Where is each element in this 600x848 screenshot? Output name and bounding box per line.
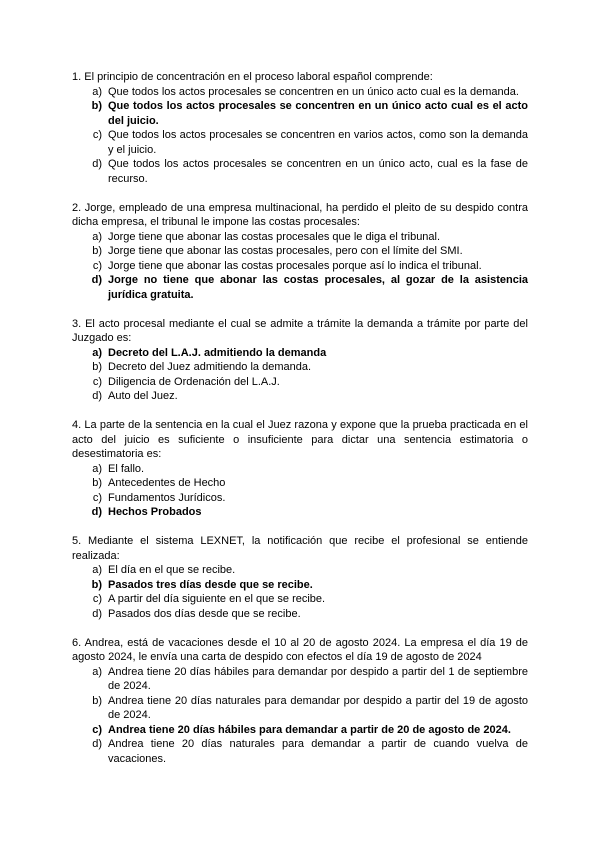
- option-letter: c): [92, 259, 102, 272]
- option-letter: b): [91, 100, 102, 112]
- option-text: Diligencia de Ordenación del L.A.J.: [108, 375, 280, 388]
- option-letter: d): [92, 607, 102, 620]
- option-letter: a): [92, 230, 102, 243]
- question-6: [72, 636, 528, 767]
- option-text: Andrea tiene 20 días hábiles para demandar por despido a partir del 1 de septiembre de 2024.: [108, 665, 528, 692]
- question-text: 4. La parte de la sentencia en la cual el Juez razona y expone que la prueba practicada en el acto del juicio es suficiente o insuficiente para dictar una sentencia estimatoria o desestimatoria es:: [72, 419, 528, 460]
- option-letter: d): [92, 158, 102, 170]
- option-c: [72, 592, 528, 607]
- option-d: [72, 607, 528, 622]
- option-text: Pasados dos días desde que se recibe.: [108, 607, 301, 620]
- option-text: Jorge tiene que abonar las costas procesales, pero con el límite del SMI.: [108, 245, 463, 257]
- question-text: 1. El principio de concentración en el proceso laboral español comprende:: [72, 71, 433, 83]
- option-letter: d): [91, 506, 102, 518]
- option-letter: b): [92, 245, 102, 257]
- option-letter: d): [91, 274, 102, 286]
- option-b: [72, 694, 528, 723]
- option-text: Hechos Probados: [108, 506, 202, 518]
- option-a: [72, 665, 528, 694]
- option-text: El fallo.: [108, 462, 145, 475]
- option-letter: b): [92, 477, 102, 489]
- option-text: Pasados tres días desde que se recibe.: [108, 578, 313, 591]
- option-c: [72, 491, 528, 506]
- question-text: 2. Jorge, empleado de una empresa multinacional, ha perdido el pleito de su despido contra dicha empresa, el tribunal le impone las costas procesales:: [72, 201, 528, 228]
- option-text: Que todos los actos procesales se concentren en un único acto, cual es la fase de recurso.: [108, 158, 528, 185]
- option-letter: c): [92, 593, 102, 605]
- option-d: [72, 389, 528, 404]
- option-letter: b): [91, 578, 102, 591]
- option-letter: c): [92, 723, 102, 736]
- option-d: [72, 505, 528, 520]
- option-text: Andrea tiene 20 días hábiles para demandar a partir de 20 de agosto de 2024.: [108, 723, 511, 736]
- option-text: Jorge tiene que abonar las costas procesales que le diga el tribunal.: [108, 230, 441, 243]
- options-list: [72, 462, 528, 520]
- option-c: [72, 375, 528, 390]
- option-text: Jorge no tiene que abonar las costas procesales, al gozar de la asistencia jurídica gratuita.: [108, 274, 528, 301]
- option-text: Jorge tiene que abonar las costas procesales porque así lo indica el tribunal.: [108, 259, 482, 272]
- options-list: [72, 346, 528, 404]
- option-a: [72, 346, 528, 361]
- option-b: [72, 476, 528, 491]
- option-text: Decreto del L.A.J. admitiendo la demanda: [108, 346, 327, 359]
- question-text: 6. Andrea, está de vacaciones desde el 10 al 20 de agosto 2024. La empresa el día 19 de agosto 2024, le envía una carta de despido con efectos el día 19 de agosto de 2024: [72, 636, 528, 663]
- option-c: [72, 128, 528, 157]
- question-1: [72, 70, 528, 186]
- question-text: 5. Mediante el sistema LEXNET, la notificación que recibe el profesional se entiende realizada:: [72, 535, 528, 562]
- option-letter: d): [92, 390, 102, 402]
- option-text: Andrea tiene 20 días naturales para demandar a partir de cuando vuelva de vacaciones.: [108, 738, 528, 765]
- options-list: [72, 230, 528, 303]
- option-letter: c): [92, 375, 102, 388]
- question-4: [72, 418, 528, 520]
- option-letter: a): [92, 665, 102, 678]
- question-2: [72, 201, 528, 303]
- option-b: [72, 360, 528, 375]
- option-text: A partir del día siguiente en el que se recibe.: [108, 593, 326, 605]
- option-letter: a): [92, 346, 102, 359]
- document-page: [72, 70, 528, 781]
- option-c: [72, 259, 528, 274]
- option-b: [72, 244, 528, 259]
- option-c: [72, 723, 528, 738]
- option-letter: c): [92, 129, 102, 141]
- option-b: [72, 99, 528, 128]
- option-text: Auto del Juez.: [108, 390, 178, 402]
- option-a: [72, 462, 528, 477]
- option-letter: b): [92, 694, 102, 707]
- option-text: Que todos los actos procesales se concentren en varios actos, como son la demanda y el juicio.: [108, 129, 528, 156]
- question-5: [72, 534, 528, 621]
- option-letter: d): [92, 738, 102, 750]
- option-letter: a): [92, 564, 102, 576]
- option-text: Que todos los actos procesales se concentren en un único acto cual es la demanda.: [108, 85, 519, 98]
- option-text: Antecedentes de Hecho: [108, 477, 226, 489]
- option-letter: a): [92, 85, 102, 98]
- option-d: [72, 273, 528, 302]
- option-a: [72, 230, 528, 245]
- option-letter: c): [92, 491, 102, 504]
- option-d: [72, 157, 528, 186]
- option-text: El día en el que se recibe.: [108, 564, 236, 576]
- options-list: [72, 563, 528, 621]
- option-text: Andrea tiene 20 días naturales para demandar por despido a partir del 19 de agosto de 2024.: [108, 694, 528, 721]
- option-a: [72, 563, 528, 578]
- option-text: Fundamentos Jurídicos.: [108, 491, 226, 504]
- option-a: [72, 85, 528, 100]
- option-text: Que todos los actos procesales se concentren en un único acto cual es el acto del juicio.: [108, 100, 528, 127]
- question-text: 3. El acto procesal mediante el cual se admite a trámite la demanda a trámite por parte del Juzgado es:: [72, 317, 528, 344]
- option-letter: b): [92, 361, 102, 373]
- option-b: [72, 578, 528, 593]
- options-list: [72, 665, 528, 767]
- options-list: [72, 85, 528, 187]
- question-3: [72, 317, 528, 404]
- option-text: Decreto del Juez admitiendo la demanda.: [108, 361, 312, 373]
- option-letter: a): [92, 462, 102, 475]
- option-d: [72, 737, 528, 766]
